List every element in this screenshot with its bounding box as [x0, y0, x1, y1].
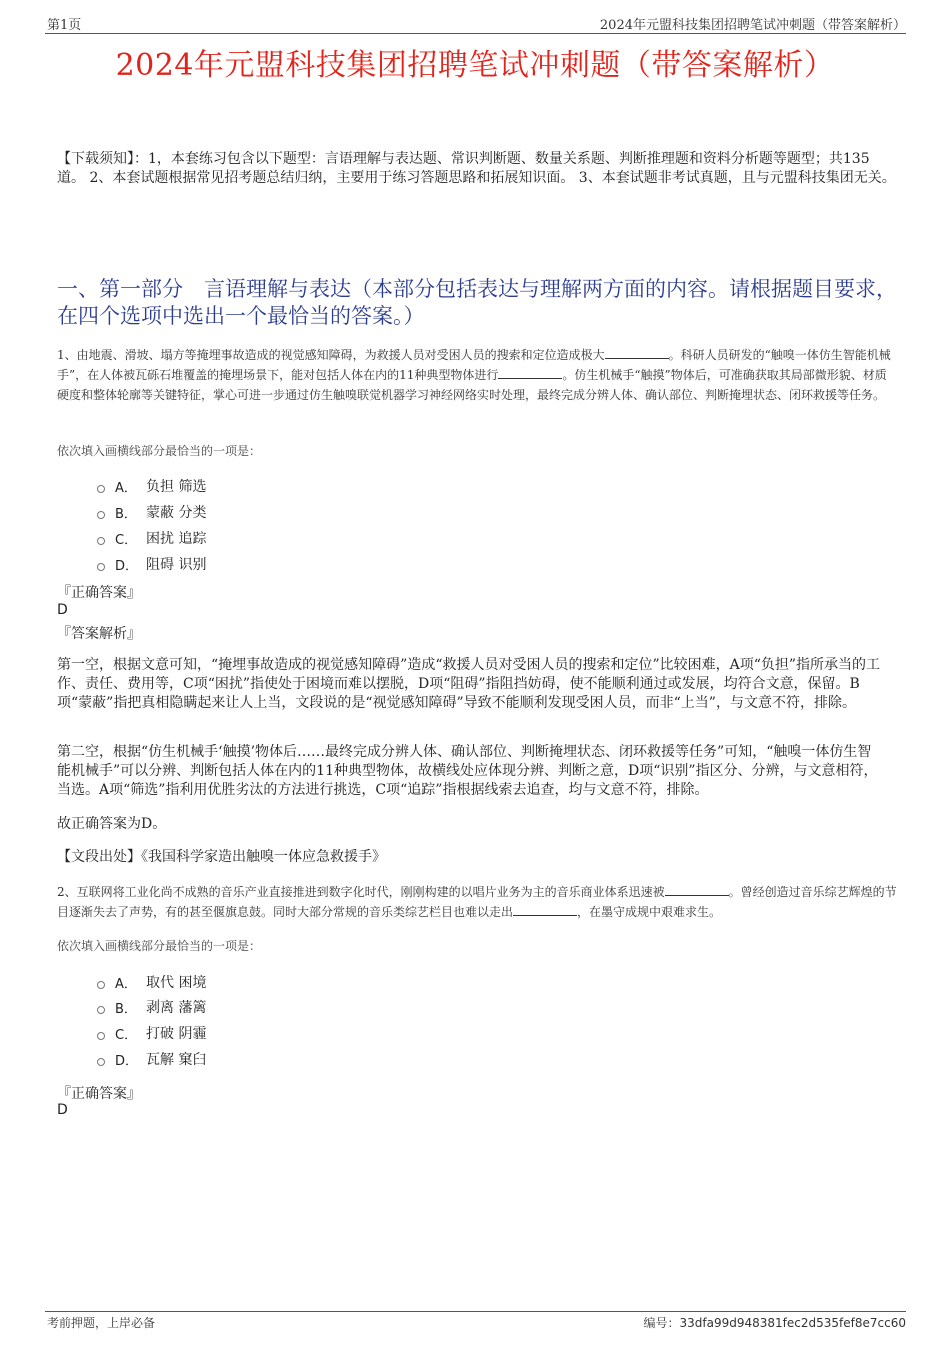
radio-icon[interactable] [97, 1032, 105, 1040]
question-2-text-part-b: 。曾经创造过音乐综艺辉煌的节目逐渐失去了声势，有的甚至偃旗息鼓。同时大部分常规的音乐类综艺栏目也难以走出 [57, 885, 897, 919]
option-label: D． [115, 558, 139, 574]
option-text: 瓦解 窠臼 [146, 1052, 207, 1068]
radio-icon[interactable] [97, 1058, 105, 1066]
question-1-prompt: 依次填入画横线部分最恰当的一项是： [57, 444, 262, 458]
running-title: 2024年元盟科技集团招聘笔试冲刺题（带答案解析） [599, 18, 906, 33]
serial-label: 编号： [643, 1316, 680, 1330]
question-1-option-b[interactable] [97, 502, 206, 522]
option-label: B． [115, 506, 137, 522]
question-1-analysis-tag: 『答案解析』 [57, 626, 141, 642]
question-1-source: 【文段出处】《我国科学家造出触嗅一体应急救援手》 [57, 849, 386, 865]
footer-serial [644, 1314, 907, 1331]
option-text: 阻碍 识别 [146, 557, 207, 573]
question-2-answer: D [57, 1102, 68, 1118]
option-label: D． [115, 1053, 139, 1069]
question-2-text [57, 882, 897, 922]
question-2-option-d[interactable] [97, 1049, 206, 1069]
question-1-analysis-p1: 第一空，根据文意可知，“掩埋事故造成的视觉感知障碍”造成“救援人员对受困人员的搜索和定位”比较困难，A项“负担”指所承当的工作、责任、费用等，C项“困扰”指使处于困境而难以摆脱，D项“阻碍”指阻挡妨碍，使不能顺利通过或发展，均符合文意，保留。B项“蒙蔽”指把真相隐瞒起来让人上当，文段说的是“视觉感知障碍”导致不能顺利发现受困人员，而非“上当”，与文意不符，排除。 [57, 657, 881, 711]
radio-icon[interactable] [97, 537, 105, 545]
question-1-answer-tag: 『正确答案』 [57, 585, 141, 601]
question-1-analysis-p2: 第二空，根据“仿生机械手‘触摸’物体后……最终完成分辨人体、确认部位、判断掩埋状态、闭环救援等任务”可知，“触嗅一体仿生智能机械手”可以分辨、判断包括人体在内的11种典型物体，故横线处应体现分辨、判断之意，D项“识别”指区分、分辨，与文意相符，当选。A项“筛选”指利用优胜劣汰的方法进行挑选，C项“追踪”指根据线索去追查，均与文意不符，排除。 [57, 744, 878, 798]
header-divider [45, 33, 906, 34]
radio-icon[interactable] [97, 563, 105, 571]
footer-slogan: 考前押题，上岸必备 [47, 1316, 156, 1330]
document-title: 2024年元盟科技集团招聘笔试冲刺题（带答案解析） [115, 48, 835, 83]
question-2-option-b[interactable] [97, 997, 206, 1017]
question-1-answer: D [57, 602, 68, 618]
footer-divider [45, 1311, 906, 1312]
question-2-prompt: 依次填入画横线部分最恰当的一项是： [57, 939, 262, 953]
option-label: C． [115, 1027, 138, 1043]
option-text: 取代 困境 [146, 975, 207, 991]
radio-icon[interactable] [97, 981, 105, 989]
question-2-text-part-a: 2、互联网将工业化尚不成熟的音乐产业直接推进到数字化时代，刚刚构建的以唱片业务为主的音乐商业体系迅速被 [57, 885, 665, 899]
option-text: 负担 筛选 [146, 479, 207, 495]
question-1-blank-2 [498, 366, 562, 379]
question-2-blank-1 [665, 883, 729, 896]
question-2-text-part-c: ，在墨守成规中艰难求生。 [577, 905, 722, 919]
radio-icon[interactable] [97, 511, 105, 519]
question-1-option-c[interactable] [97, 528, 206, 548]
question-1-text-part-c: 。仿生机械手“触摸”物体后，可准确获取其局部微形貌、材质硬度和整体轮廓等关键特征，掌心可进一步通过仿生触嗅联觉机器学习神经网络实时处理，最终完成分辨人体、确认部位、判断掩埋状态、闭环救援等任务。 [57, 368, 887, 402]
radio-icon[interactable] [97, 485, 105, 493]
question-1-blank-1 [605, 346, 669, 359]
option-text: 困扰 追踪 [146, 531, 207, 547]
option-text: 蒙蔽 分类 [146, 505, 207, 521]
question-2-option-c[interactable] [97, 1023, 206, 1043]
question-1-text-part-a: 1、由地震、滑坡、塌方等掩埋事故造成的视觉感知障碍，为救援人员对受困人员的搜索和定位造成极大 [57, 348, 605, 362]
page-number: 第1页 [47, 18, 82, 33]
question-1-option-d[interactable] [97, 554, 206, 574]
question-2-option-a[interactable] [97, 972, 206, 992]
question-1-conclusion: 故正确答案为D。 [57, 816, 167, 832]
option-label: A． [115, 976, 137, 992]
option-text: 打破 阴霾 [146, 1026, 207, 1042]
question-2-blank-2 [513, 903, 577, 916]
serial-number: 33dfa99d948381fec2d535fef8e7cc60 [679, 1316, 906, 1330]
question-1-option-a[interactable] [97, 476, 206, 496]
option-label: B． [115, 1001, 137, 1017]
download-notice: 【下载须知】：1，本套练习包含以下题型：言语理解与表达题、常识判断题、数量关系题、判断推理题和资料分析题等题型；共135道。 2、本套试题根据常见招考题总结归纳，主要用于练习答题思路和拓展知识面。 3、本套试题非考试真题，且与元盟科技集团无关。 [57, 151, 896, 186]
question-2-answer-tag: 『正确答案』 [57, 1086, 141, 1102]
option-label: C． [115, 532, 138, 548]
question-1-text-part-b: 。科研人员研发的“触嗅一体仿生智能机械手”，在人体被瓦砾石堆覆盖的掩埋场景下，能对包括人体在内的11种典型物体进行 [57, 348, 891, 382]
question-1-text [57, 345, 897, 405]
option-text: 剥离 藩篱 [146, 1000, 207, 1016]
radio-icon[interactable] [97, 1006, 105, 1014]
option-label: A． [115, 480, 137, 496]
section-heading: 一、第一部分 言语理解与表达（本部分包括表达与理解两方面的内容。请根据题目要求，在四个选项中选出一个最恰当的答案。） [57, 277, 897, 328]
